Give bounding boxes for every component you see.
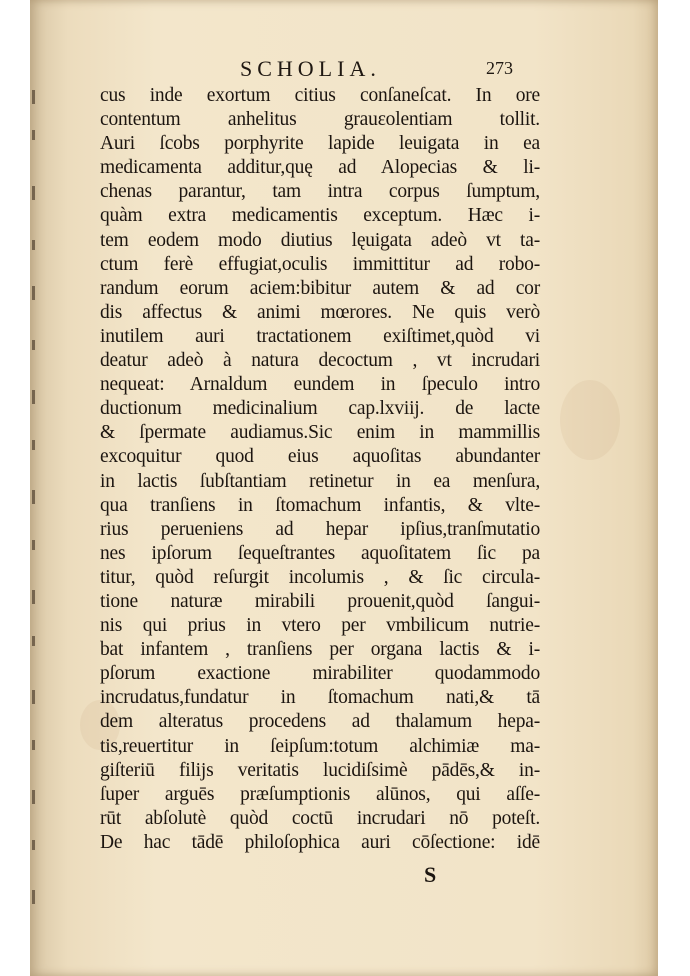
text-line: tem eodem modo diutius lęuigata adeò vt ta- — [100, 229, 540, 251]
page-number: 273 — [486, 58, 513, 78]
paper-stain — [560, 380, 620, 460]
signature-mark: S — [424, 862, 437, 887]
text-line: inutilem auri tractationem exiſtimet,quòd vi — [100, 325, 540, 347]
running-title: SCHOLIA. — [240, 56, 381, 81]
binding-gutter — [32, 90, 40, 910]
text-line: bat infantem , tranſiens per organa lactis & i- — [100, 639, 540, 661]
text-line: chenas parantur, tam intra corpus ſumptum, — [100, 181, 540, 203]
text-line: rius perueniens ad hepar ipſius,tranſmutatio — [100, 518, 540, 540]
text-line: tis,reuertitur in ſeipſum:totum alchimiæ ma- — [100, 735, 540, 757]
text-line: contentum anhelitus grauεolentiam tollit. — [100, 109, 540, 131]
text-line: quàm extra medicamentis exceptum. Hæc i- — [100, 205, 540, 227]
text-line: dem alteratus procedens ad thalamum hepa- — [100, 711, 540, 733]
text-line: & ſpermate audiamus.Sic enim in mammillis — [100, 422, 540, 444]
text-line: ctum ferè effugiat,oculis immittitur ad robo- — [100, 253, 540, 275]
text-line: titur, quòd reſurgit incolumis , & ſic circula- — [100, 566, 540, 588]
text-line: excoquitur quod eius aquoſitas abundanter — [100, 446, 540, 468]
text-line: dis affectus & animi mœrores. Ne quis verò — [100, 301, 540, 323]
text-line: randum eorum aciem:bibitur autem & ad cor — [100, 277, 540, 299]
body-text — [100, 84, 540, 855]
text-line: in lactis ſubſtantiam retinetur in ea menſura, — [100, 470, 540, 492]
text-line: ſuper arguēs præſumptionis alūnos, qui aſſe- — [100, 783, 540, 805]
text-line: ductionum medicinalium cap.lxviij. de lacte — [100, 398, 540, 420]
page-header — [0, 56, 690, 86]
text-line: incrudatus,fundatur in ſtomachum nati,& tā — [100, 687, 540, 709]
text-line: nequeat: Arnaldum eundem in ſpeculo intro — [100, 374, 540, 396]
text-line: nes ipſorum ſequeſtrantes aquoſitatem ſic pa — [100, 542, 540, 564]
text-line: cus inde exortum citius conſaneſcat. In ore — [100, 85, 540, 106]
text-line: De hac tādē philoſophica auri cōſectione: idē — [100, 831, 540, 853]
text-line: Auri ſcobs porphyrite lapide leuigata in ea — [100, 133, 540, 155]
text-line: giſteriū filijs veritatis lucidiſsimè pādēs,& in- — [100, 759, 540, 781]
text-line: qua tranſiens in ſtomachum infantis, & vlte- — [100, 494, 540, 516]
text-line: deatur adeò à natura decoctum , vt incrudari — [100, 350, 540, 372]
text-line: medicamenta additur,quę ad Alopecias & li- — [100, 157, 540, 179]
text-line: pſorum exactione mirabiliter quodammodo — [100, 663, 540, 685]
text-line: tione naturæ mirabili prouenit,quòd ſangui- — [100, 590, 540, 612]
text-line: nis qui prius in vtero per vmbilicum nutrie- — [100, 615, 540, 637]
text-line: rūt abſolutè quòd coctū incrudari nō poteſt. — [100, 807, 540, 829]
